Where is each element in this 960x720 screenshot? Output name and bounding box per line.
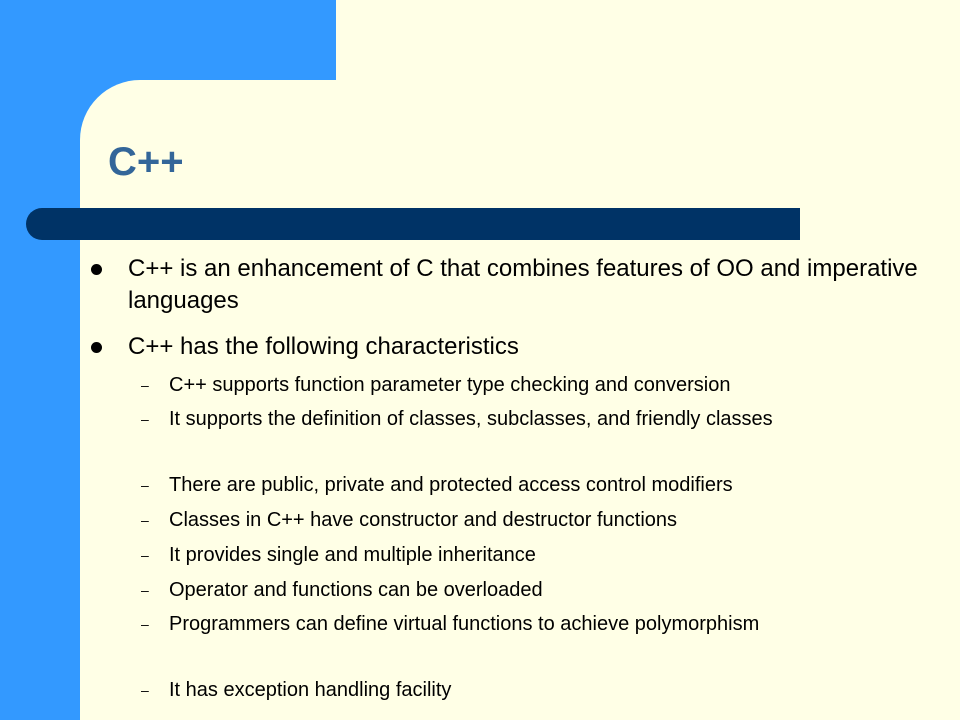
bullet-text: C++ has the following characteristics [128,333,519,360]
top-accent-band [0,0,336,80]
sub-bullet-item [141,508,939,532]
slide-title: C++ [108,140,184,184]
sub-bullet-text: It provides single and multiple inheritance [169,544,536,566]
sub-bullet-item [141,612,939,636]
bullet-text: C++ is an enhancement of C that combines features of OO and imperative languages [128,255,918,314]
dash-marker-icon: – [141,377,149,393]
left-accent-band [0,0,80,720]
sub-bullet-item [141,543,939,567]
sub-bullet-text: It has exception handling facility [169,679,452,701]
sub-bullet-item [141,407,939,431]
bullet-item [128,331,918,363]
sub-bullet-text: It supports the definition of classes, subclasses, and friendly classes [169,408,773,430]
dash-marker-icon: – [141,512,149,528]
sub-bullet-item [141,373,939,397]
dash-marker-icon: – [141,616,149,632]
bullet-dot-icon [91,342,102,353]
sub-bullet-item [141,678,939,702]
dash-marker-icon: – [141,547,149,563]
sub-bullet-item [141,473,939,497]
sub-bullet-item [141,578,939,602]
dash-marker-icon: – [141,682,149,698]
sub-bullet-text: There are public, private and protected access control modifiers [169,474,733,496]
bullet-item [128,253,918,317]
dash-marker-icon: – [141,411,149,427]
dash-marker-icon: – [141,582,149,598]
sub-bullet-text: C++ supports function parameter type checking and conversion [169,374,731,396]
dash-marker-icon: – [141,477,149,493]
bullet-dot-icon [91,264,102,275]
sub-bullet-text: Operator and functions can be overloaded [169,579,543,601]
title-underline-bar [26,208,800,240]
sub-bullet-text: Programmers can define virtual functions to achieve polymorphism [169,613,760,635]
sub-bullet-text: Classes in C++ have constructor and destructor functions [169,509,678,531]
